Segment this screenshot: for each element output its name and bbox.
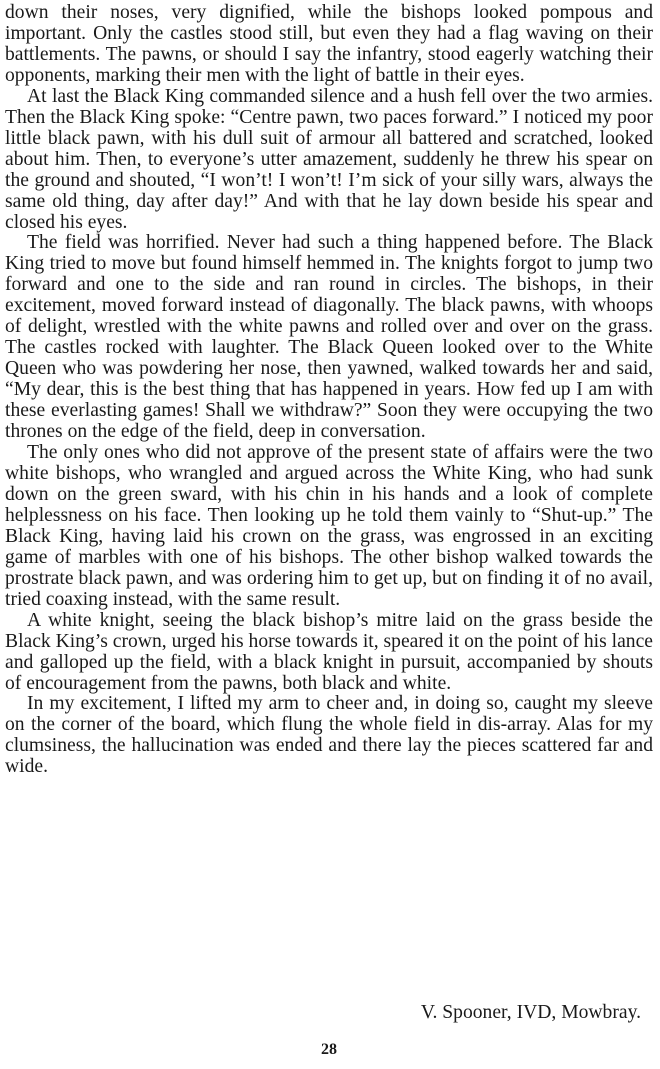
- paragraph-3: The field was horrified. Never had such a thing happened before. The Black King tried to move but found himself hemmed in. The knights forgot to jump two forward and one to the side and ran round in circles. The bishops, in their excitement, moved forward instead of diagonally. The black pawns, with whoops of delight, wrestled with the white pawns and rolled over and over on the grass. The castles rocked with laughter. The Black Queen looked over to the White Queen who was powdering her nose, then yawned, walked towards her and said, “My dear, this is the best thing that has happened in years. How fed up I am with these everlasting games! Shall we withdraw?” Soon they were occupying the two thrones on the edge of the field, deep in conversation.: [5, 232, 653, 443]
- paragraph-2: At last the Black King commanded silence and a hush fell over the two armies. Then the Black King spoke: “Centre pawn, two paces forward.” I noticed my poor little black pawn, with his dull suit of armour all battered and scratched, looked about him. Then, to everyone’s utter amazement, suddenly he threw his spear on the ground and shouted, “I won’t! I won’t! I’m sick of your silly wars, always the same old thing, day after day!” And with that he lay down beside his spear and closed his eyes.: [5, 85, 653, 233]
- page-number: 28: [321, 1041, 337, 1058]
- story-body: [5, 3, 653, 778]
- paragraph-4: The only ones who did not approve of the present state of affairs were the two white bishops, who wrangled and argued across the White King, who had sunk down on the green sward, with his chin in his hands and a look of complete helplessness on his face. Then looking up he told them vainly to “Shut-up.” The Black King, having laid his crown on the grass, was engrossed in an exciting game of marbles with one of his bishops. The other bishop walked towards the prostrate black pawn, and was ordering him to get up, but on finding it of no avail, tried coaxing instead, with the same result.: [5, 442, 653, 610]
- document-page: [5, 0, 653, 1069]
- paragraph-6: In my excitement, I lifted my arm to cheer and, in doing so, caught my sleeve on the corner of the board, which flung the whole field in dis-array. Alas for my clumsiness, the hallucination was ended and there lay the pieces scattered far and wide.: [5, 693, 653, 778]
- author-signature: V. Spooner, IVD, Mowbray.: [420, 1002, 641, 1023]
- paragraph-5: A white knight, seeing the black bishop’s mitre laid on the grass beside the Black King’s crown, urged his horse towards it, speared it on the point of his lance and galloped up the field, with a black knight in pursuit, accompanied by shouts of encouragement from the pawns, both black and white.: [5, 609, 653, 694]
- paragraph-1: down their noses, very dignified, while the bishops looked pompous and important. Only the castles stood still, but even they had a flag waving on their battlements. The pawns, or should I say the infantry, stood eagerly watching their opponents, marking their men with the light of battle in their eyes.: [5, 2, 653, 86]
